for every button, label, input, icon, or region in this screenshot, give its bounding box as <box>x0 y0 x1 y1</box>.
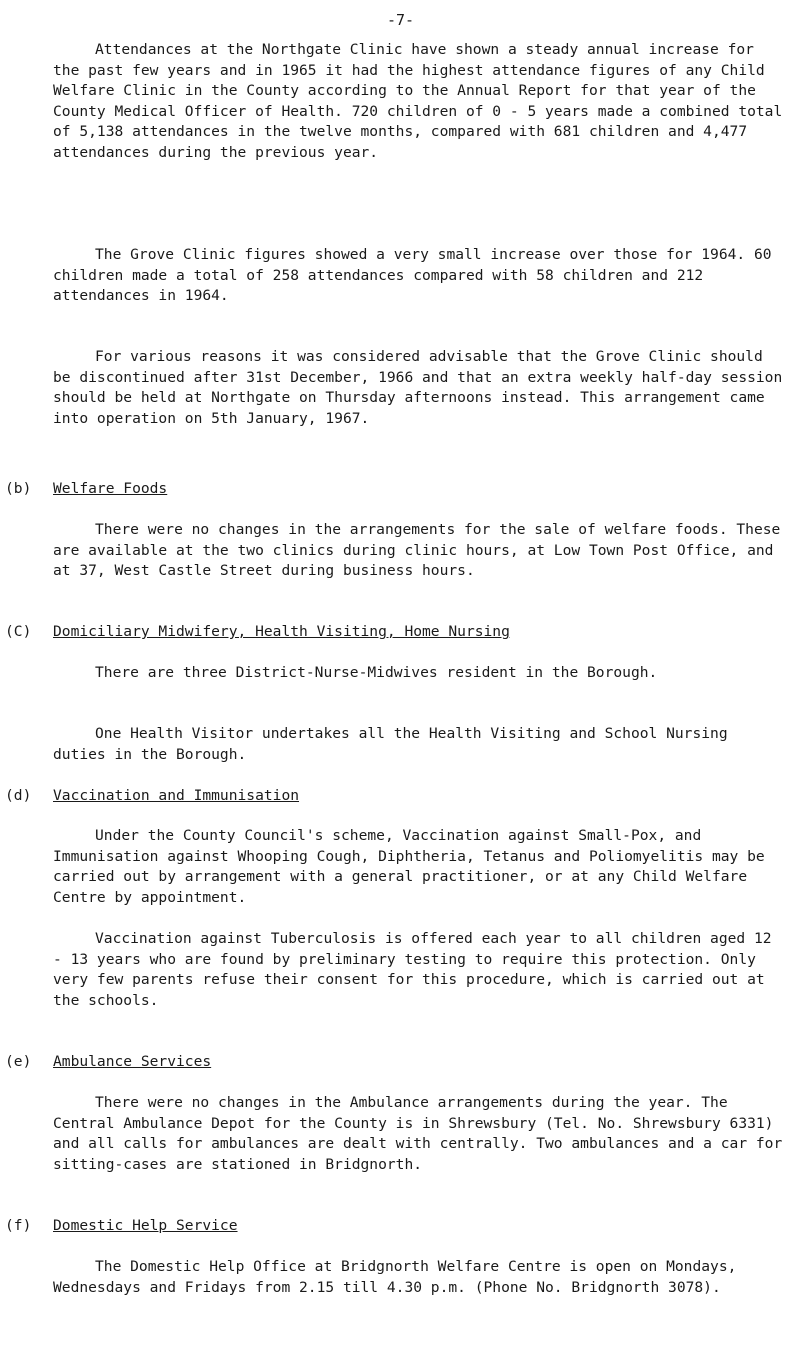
section-paragraph: Under the County Council's scheme, Vaccination against Small-Pox, and Immunisation against Whooping Cough, Diphtheria, Tetanus and Poliomyelitis may be carried out by arrangement with a general practitioner, or at any Child Welfare Centre by appointment. <box>53 827 765 906</box>
section-label: (d) <box>5 787 32 804</box>
section-paragraph: There were no changes in the Ambulance arrangements during the year. The Central Ambulance Depot for the County is in Shrewsbury (Tel. No. Shrewsbury 6331) and all calls for ambulances are dealt with centrally. Two ambulances and a car for sitting-cases are stationed in Bridgnorth. <box>53 1094 783 1173</box>
section-label: (b) <box>5 480 32 497</box>
section-heading: Welfare Foods <box>53 480 168 497</box>
paragraph-northgate-attendances: Attendances at the Northgate Clinic have shown a steady annual increase for the past few years and in 1965 it had the highest attendance figures of any Child Welfare Clinic in the County according to the Annual Report for that year of the County Medical Officer of Health. 720 children of 0 - 5 years made a combined total of 5,138 attendances in the twelve months, compared with 681 children and 4,477 attendances during the previous year. <box>53 41 783 161</box>
section-heading: Domiciliary Midwifery, Health Visiting, Home Nursing <box>53 623 510 640</box>
section-label: (f) <box>5 1217 32 1234</box>
page-number: -7- <box>386 11 415 29</box>
section-paragraph: Vaccination against Tuberculosis is offered each year to all children aged 12 - 13 years who are found by preliminary testing to require this protection. Only very few parents refuse their consent for this procedure, which is carried out at the schools. <box>53 930 772 1009</box>
section-paragraph: There are three District-Nurse-Midwives resident in the Borough. <box>95 664 658 681</box>
paragraph-grove-clinic-figures: The Grove Clinic figures showed a very small increase over those for 1964. 60 children made a total of 258 attendances compared with 58 children and 212 attendances in 1964. <box>53 246 772 304</box>
paragraph-grove-clinic-discontinued: For various reasons it was considered advisable that the Grove Clinic should be discontinued after 31st December, 1966 and that an extra weekly half-day session should be held at Northgate on Thursday afternoons instead. This arrangement came into operation on 5th January, 1967. <box>53 348 783 427</box>
section-paragraph: There were no changes in the arrangements for the sale of welfare foods. These are available at the two clinics during clinic hours, at Low Town Post Office, and at 37, West Castle Street during business hours. <box>53 521 781 579</box>
section-paragraph: The Domestic Help Office at Bridgnorth Welfare Centre is open on Mondays, Wednesdays and Fridays from 2.15 till 4.30 p.m. (Phone No. Bridgnorth 3078). <box>53 1258 737 1296</box>
section-label: (e) <box>5 1053 32 1070</box>
section-label: (C) <box>5 623 32 640</box>
section-heading: Domestic Help Service <box>53 1217 238 1234</box>
section-heading: Ambulance Services <box>53 1053 212 1070</box>
section-heading: Vaccination and Immunisation <box>53 787 300 804</box>
section-paragraph: One Health Visitor undertakes all the Health Visiting and School Nursing duties in the Borough. <box>53 725 728 763</box>
